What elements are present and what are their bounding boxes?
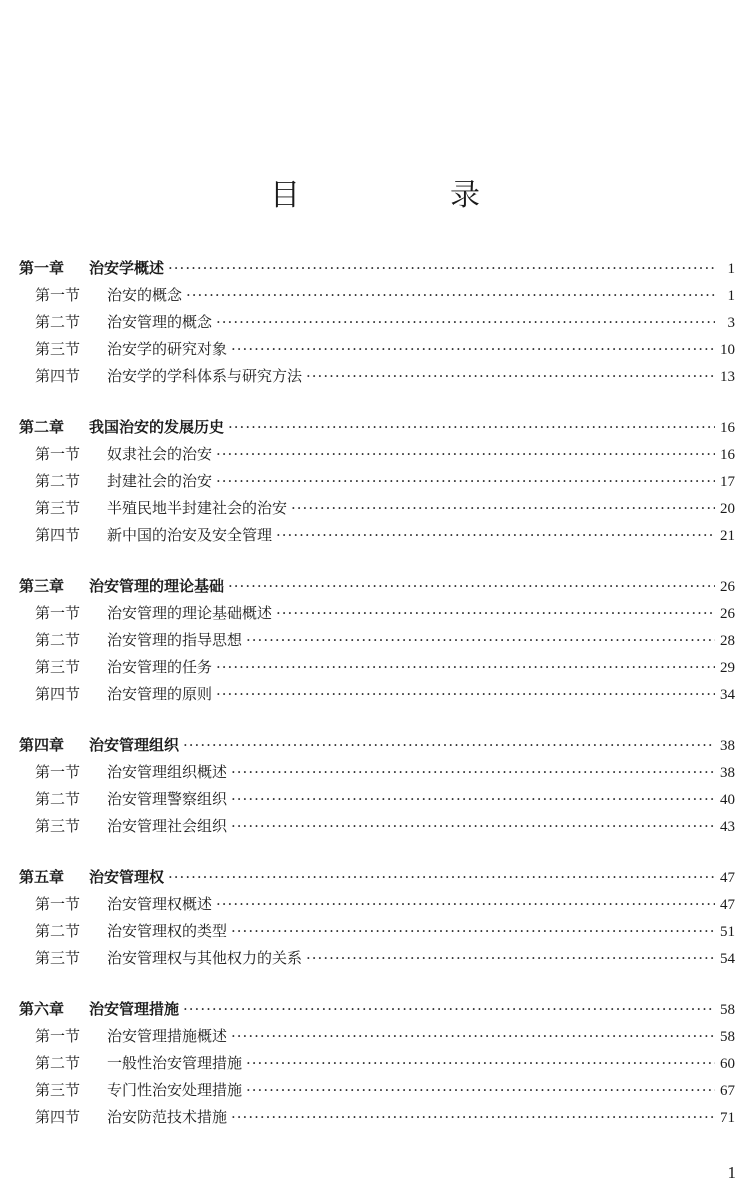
section-entry-page: 28 [720, 633, 735, 649]
section-entry[interactable] [19, 363, 735, 390]
section-entry-label [35, 1104, 227, 1131]
section-entry-title: 治安管理社会组织 [107, 817, 228, 835]
section-entry-number: 第三节 [35, 817, 81, 835]
dot-leader [183, 732, 715, 759]
section-entry[interactable] [19, 522, 735, 549]
section-entry[interactable] [19, 945, 735, 972]
chapter-entry-label [19, 573, 224, 600]
dot-leader [216, 654, 715, 681]
section-entry-page: 58 [720, 1029, 735, 1045]
section-entry-page: 51 [720, 924, 735, 940]
chapter-block [19, 732, 735, 840]
dot-leader [276, 600, 715, 627]
section-entry-page: 26 [720, 606, 735, 622]
chapter-entry-page: 58 [720, 1002, 735, 1018]
section-entry-label [35, 654, 212, 681]
section-entry-page: 17 [720, 474, 735, 490]
section-entry-title: 治安防范技术措施 [107, 1108, 228, 1126]
dot-leader [231, 759, 715, 786]
section-entry-number: 第二节 [35, 922, 81, 940]
dot-leader [246, 1077, 715, 1104]
section-entry-number: 第一节 [35, 763, 81, 781]
section-entry-number: 第二节 [35, 1054, 81, 1072]
section-entry-title: 治安管理权概述 [107, 895, 213, 913]
dot-leader [276, 522, 715, 549]
section-entry[interactable] [19, 627, 735, 654]
chapter-entry[interactable] [19, 996, 735, 1023]
section-entry-title: 治安管理警察组织 [107, 790, 228, 808]
section-entry-page: 13 [720, 369, 735, 385]
section-entry-number: 第一节 [35, 604, 81, 622]
section-entry-number: 第三节 [35, 1081, 81, 1099]
section-entry-title: 治安管理的理论基础概述 [107, 604, 273, 622]
section-entry[interactable] [19, 468, 735, 495]
section-entry-number: 第二节 [35, 631, 81, 649]
section-entry-number: 第二节 [35, 313, 81, 331]
dot-leader [231, 918, 715, 945]
chapter-entry-page: 26 [720, 579, 735, 595]
chapter-entry[interactable] [19, 573, 735, 600]
section-entry[interactable] [19, 1077, 735, 1104]
section-entry-label [35, 1023, 227, 1050]
chapter-entry[interactable] [19, 732, 735, 759]
chapter-entry[interactable] [19, 255, 735, 282]
section-entry-label [35, 600, 272, 627]
section-entry-page: 67 [720, 1083, 735, 1099]
section-entry-number: 第一节 [35, 895, 81, 913]
section-entry[interactable] [19, 495, 735, 522]
section-entry-page: 47 [720, 897, 735, 913]
dot-leader [186, 282, 715, 309]
section-entry-page: 43 [720, 819, 735, 835]
section-entry[interactable] [19, 441, 735, 468]
section-entry-title: 半殖民地半封建社会的治安 [107, 499, 288, 517]
table-of-contents [19, 255, 735, 1155]
chapter-entry-page: 38 [720, 738, 735, 754]
dot-leader [183, 996, 715, 1023]
chapter-block [19, 864, 735, 972]
section-entry-page: 20 [720, 501, 735, 517]
chapter-block [19, 414, 735, 549]
dot-leader [231, 1023, 715, 1050]
section-entry-title: 治安管理组织概述 [107, 763, 228, 781]
section-entry-title: 治安管理权与其他权力的关系 [107, 949, 303, 967]
chapter-entry-title: 治安管理权 [89, 868, 165, 886]
section-entry-page: 71 [720, 1110, 735, 1126]
section-entry[interactable] [19, 891, 735, 918]
dot-leader [231, 1104, 715, 1131]
section-entry[interactable] [19, 1023, 735, 1050]
dot-leader [168, 255, 715, 282]
section-entry[interactable] [19, 309, 735, 336]
section-entry-title: 治安管理的指导思想 [107, 631, 243, 649]
section-entry-page: 10 [720, 342, 735, 358]
section-entry-label [35, 1050, 242, 1077]
dot-leader [216, 309, 715, 336]
section-entry[interactable] [19, 1104, 735, 1131]
section-entry-label [35, 309, 212, 336]
section-entry-label [35, 681, 212, 708]
chapter-entry[interactable] [19, 414, 735, 441]
section-entry-number: 第四节 [35, 367, 81, 385]
section-entry-page: 54 [720, 951, 735, 967]
chapter-entry-title: 治安学概述 [89, 259, 165, 277]
section-entry-title: 治安学的研究对象 [107, 340, 228, 358]
section-entry-page: 38 [720, 765, 735, 781]
chapter-entry-label [19, 864, 164, 891]
dot-leader [246, 1050, 715, 1077]
chapter-entry-title: 治安管理措施 [89, 1000, 180, 1018]
page-title: 目 录 [270, 178, 540, 213]
section-entry-label [35, 786, 227, 813]
section-entry-title: 治安管理的任务 [107, 658, 213, 676]
section-entry-title: 专门性治安处理措施 [107, 1081, 243, 1099]
dot-leader [168, 864, 715, 891]
dot-leader [306, 363, 715, 390]
chapter-entry-page: 47 [720, 870, 735, 886]
chapter-entry-title: 治安管理的理论基础 [89, 577, 225, 595]
section-entry-label [35, 522, 272, 549]
section-entry-title: 治安管理权的类型 [107, 922, 228, 940]
chapter-entry-page: 16 [720, 420, 735, 436]
page-number: 1 [727, 1163, 736, 1182]
section-entry[interactable] [19, 654, 735, 681]
section-entry-title: 一般性治安管理措施 [107, 1054, 243, 1072]
section-entry[interactable] [19, 759, 735, 786]
chapter-entry-title: 我国治安的发展历史 [89, 418, 225, 436]
dot-leader [306, 945, 715, 972]
section-entry[interactable] [19, 600, 735, 627]
section-entry-title: 奴隶社会的治安 [107, 445, 213, 463]
section-entry[interactable] [19, 282, 735, 309]
section-entry-label [35, 336, 227, 363]
chapter-entry-number: 第三章 [19, 577, 65, 595]
section-entry-title: 治安管理的概念 [107, 313, 213, 331]
section-entry-title: 治安管理的原则 [107, 685, 213, 703]
section-entry-page: 40 [720, 792, 735, 808]
section-entry-label [35, 441, 212, 468]
section-entry-number: 第四节 [35, 685, 81, 703]
section-entry[interactable] [19, 813, 735, 840]
dot-leader [231, 786, 715, 813]
section-entry-label [35, 627, 242, 654]
section-entry-number: 第三节 [35, 340, 81, 358]
section-entry-number: 第四节 [35, 1108, 81, 1126]
section-entry-label [35, 918, 227, 945]
section-entry-number: 第一节 [35, 1027, 81, 1045]
section-entry-label [35, 759, 227, 786]
section-entry-number: 第二节 [35, 472, 81, 490]
section-entry-label [35, 813, 227, 840]
chapter-entry-label [19, 996, 179, 1023]
section-entry-page: 21 [720, 528, 735, 544]
section-entry-page: 1 [727, 288, 735, 304]
section-entry-page: 60 [720, 1056, 735, 1072]
section-entry[interactable] [19, 681, 735, 708]
section-entry-label [35, 282, 182, 309]
section-entry-label [35, 1077, 242, 1104]
section-entry-label [35, 468, 212, 495]
section-entry-title: 新中国的治安及安全管理 [107, 526, 273, 544]
section-entry-page: 34 [720, 687, 735, 703]
chapter-block [19, 996, 735, 1131]
chapter-entry-label [19, 255, 164, 282]
chapter-entry-page: 1 [727, 261, 735, 277]
section-entry-number: 第三节 [35, 499, 81, 517]
section-entry-number: 第一节 [35, 445, 81, 463]
dot-leader [216, 468, 715, 495]
section-entry-page: 16 [720, 447, 735, 463]
dot-leader [231, 813, 715, 840]
section-entry-title: 治安管理措施概述 [107, 1027, 228, 1045]
section-entry-label [35, 495, 287, 522]
chapter-entry-number: 第一章 [19, 259, 65, 277]
section-entry-label [35, 891, 212, 918]
section-entry-number: 第三节 [35, 658, 81, 676]
chapter-block [19, 573, 735, 708]
dot-leader [231, 336, 715, 363]
section-entry-number: 第一节 [35, 286, 81, 304]
section-entry-title: 封建社会的治安 [107, 472, 213, 490]
dot-leader [216, 681, 715, 708]
dot-leader [216, 891, 715, 918]
chapter-entry-number: 第五章 [19, 868, 65, 886]
section-entry[interactable] [19, 1050, 735, 1077]
section-entry-number: 第四节 [35, 526, 81, 544]
chapter-entry-title: 治安管理组织 [89, 736, 180, 754]
chapter-entry-label [19, 732, 179, 759]
section-entry-label [35, 363, 302, 390]
section-entry-page: 29 [720, 660, 735, 676]
chapter-entry-number: 第四章 [19, 736, 65, 754]
section-entry[interactable] [19, 786, 735, 813]
dot-leader [291, 495, 715, 522]
chapter-entry-number: 第六章 [19, 1000, 65, 1018]
chapter-entry-number: 第二章 [19, 418, 65, 436]
chapter-block [19, 255, 735, 390]
dot-leader [216, 441, 715, 468]
section-entry[interactable] [19, 918, 735, 945]
section-entry-title: 治安的概念 [107, 286, 183, 304]
section-entry-page: 3 [727, 315, 735, 331]
section-entry-title: 治安学的学科体系与研究方法 [107, 367, 303, 385]
section-entry-label [35, 945, 302, 972]
dot-leader [246, 627, 715, 654]
dot-leader [228, 414, 715, 441]
chapter-entry[interactable] [19, 864, 735, 891]
section-entry[interactable] [19, 336, 735, 363]
dot-leader [228, 573, 715, 600]
section-entry-number: 第二节 [35, 790, 81, 808]
chapter-entry-label [19, 414, 224, 441]
section-entry-number: 第三节 [35, 949, 81, 967]
